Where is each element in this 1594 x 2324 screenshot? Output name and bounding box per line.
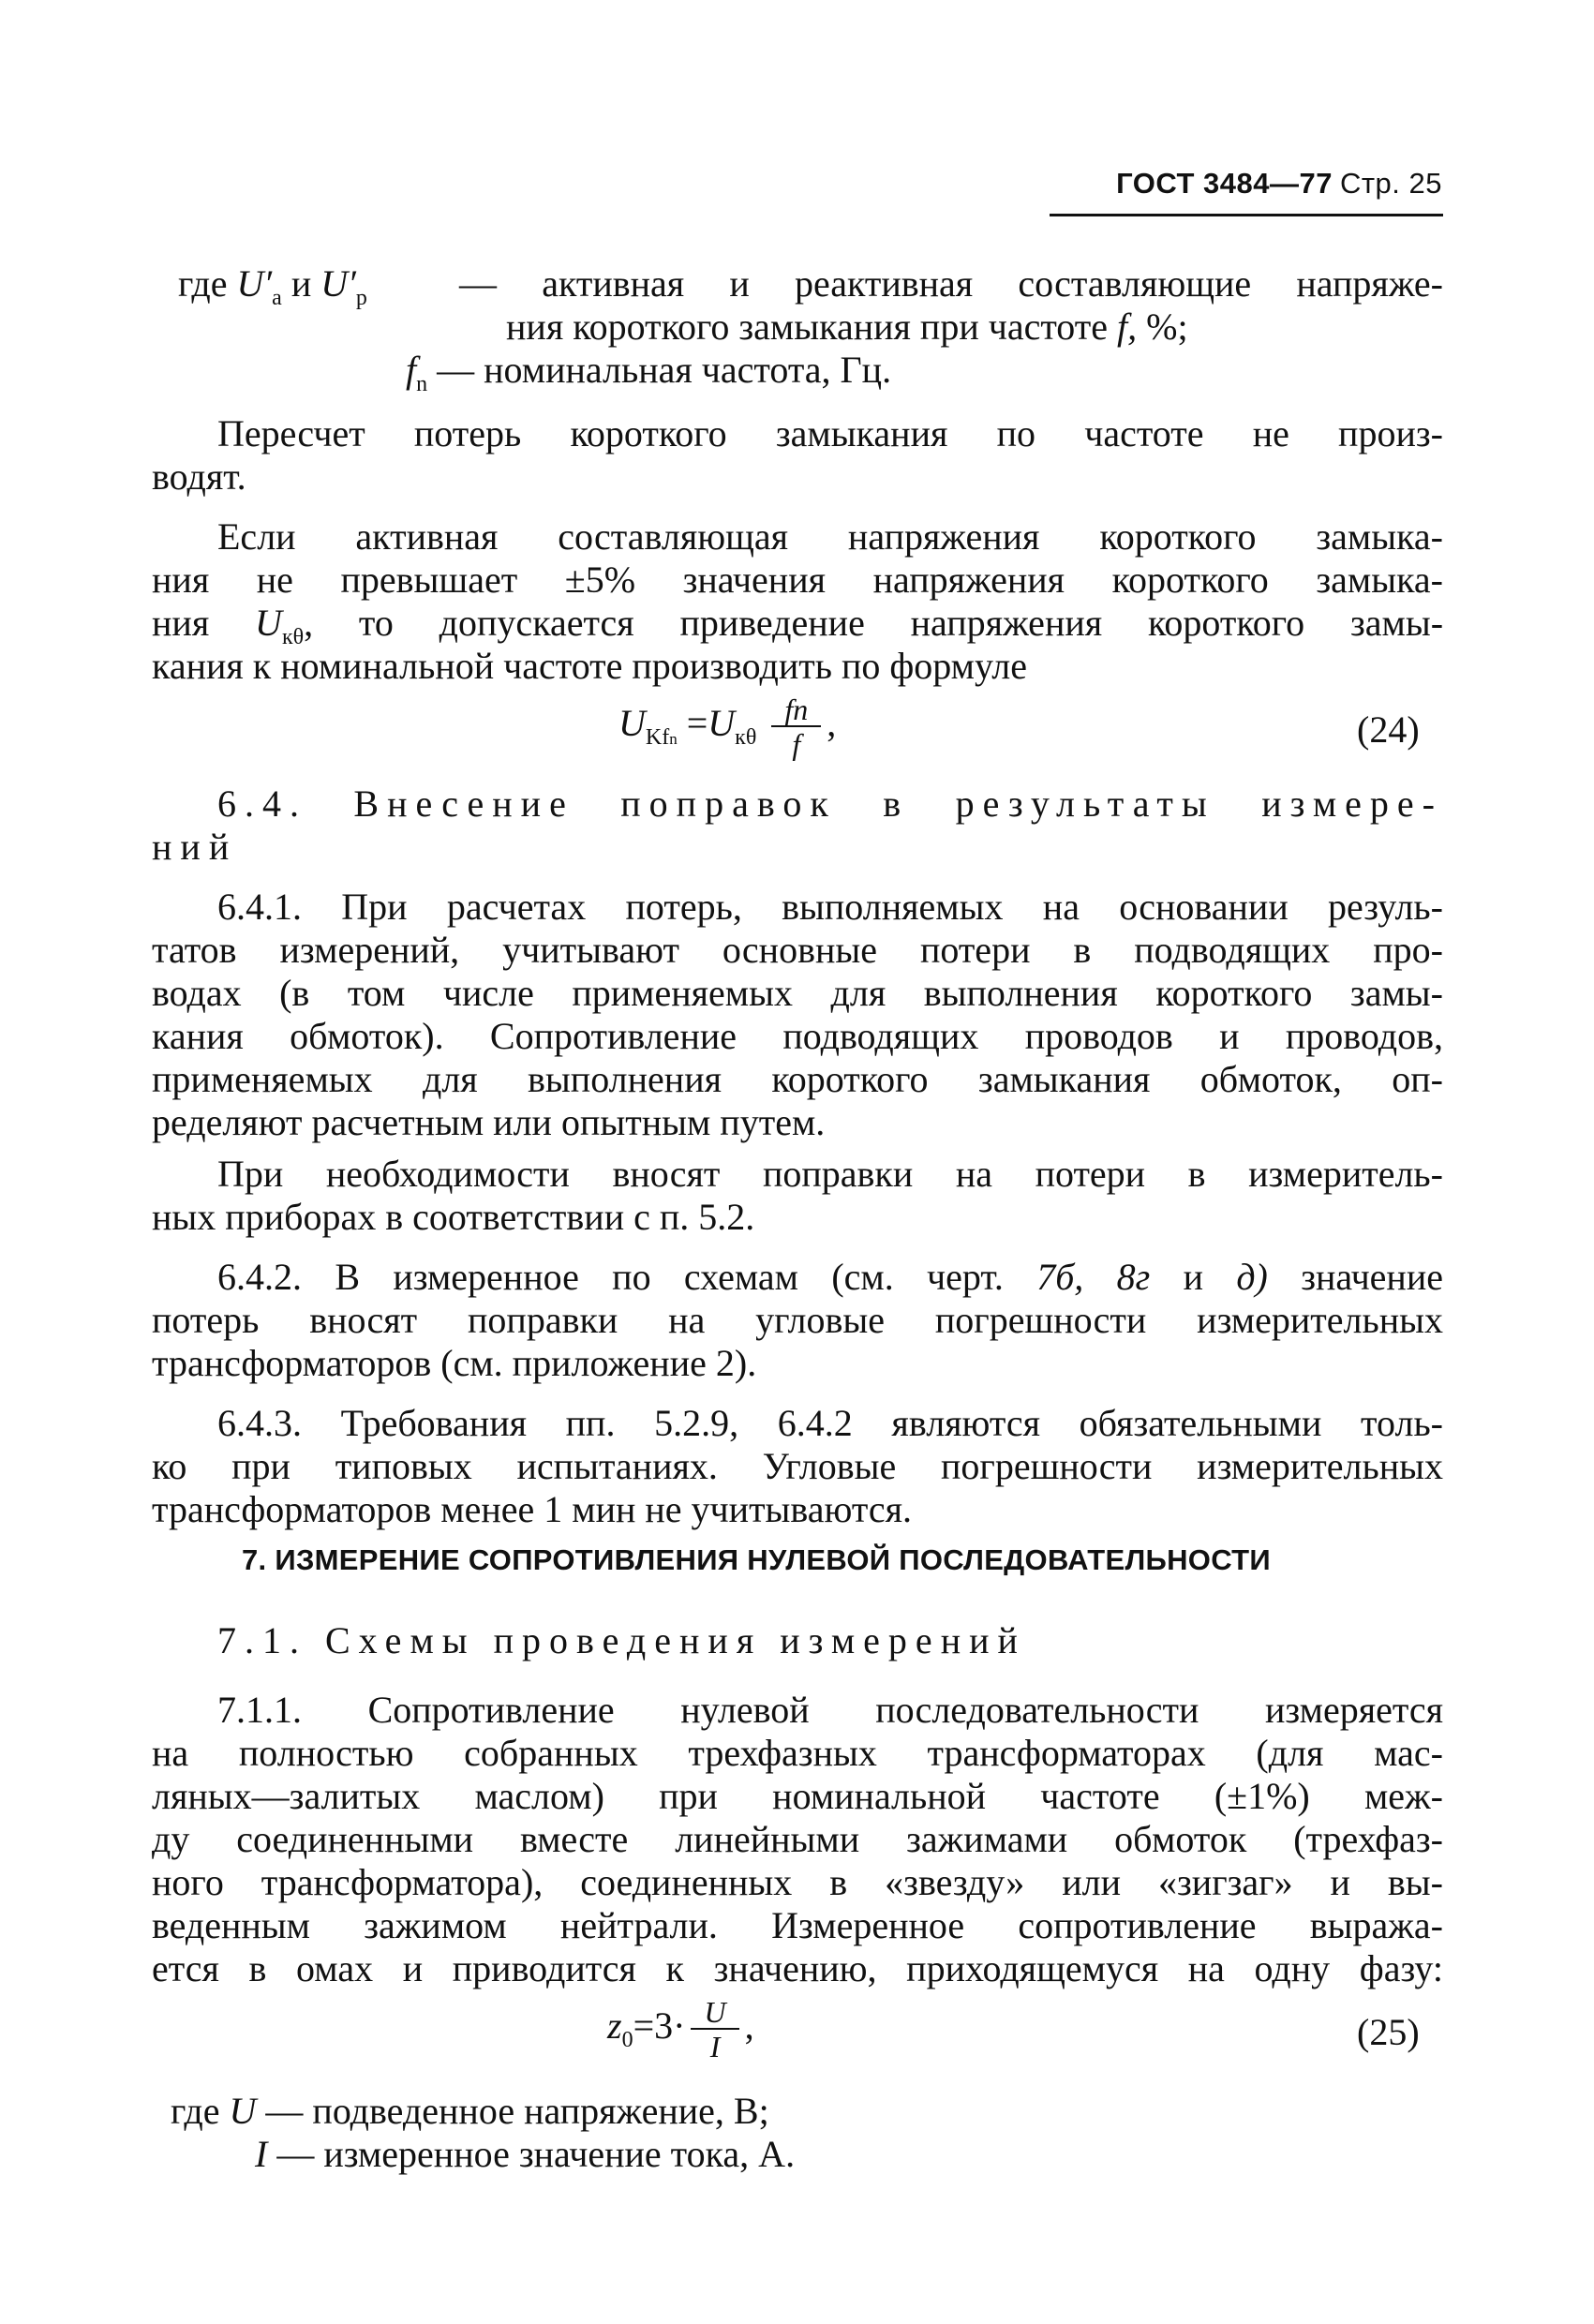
formula-24: $U_{Kfn} =U_{к\theta}$ $\frac{fn}{f}$ , xyxy=(618,693,837,761)
s64-title-line2: ний xyxy=(152,826,238,868)
s641-line2: татов измерений, учитывают основные потери в подводящих про- xyxy=(152,929,1443,971)
s642-line3: трансформаторов (см. приложение 2). xyxy=(152,1342,757,1384)
defs1-def-a: — активная и реактивная составляющие напряже- xyxy=(459,262,1443,305)
s711-line1: 7.1.1. Сопротивление нулевой последовательности измеряется xyxy=(217,1689,1443,1731)
s643-line3: трансформаторов менее 1 мин не учитываются. xyxy=(152,1488,913,1530)
s641-line6: ределяют расчетным или опытным путем. xyxy=(152,1101,826,1143)
s641-line8: ных приборах в соответствии с п. 5.2. xyxy=(152,1196,755,1238)
defs1-line1: где $U'_а$ и $U'_р$ xyxy=(178,262,367,310)
s641-line5: применяемых для выполнения короткого замыкания обмоток, оп- xyxy=(152,1058,1443,1100)
section-7-title: 7. ИЗМЕРЕНИЕ СОПРОТИВЛЕНИЯ НУЛЕВОЙ ПОСЛЕДОВАТЕЛЬНОСТИ xyxy=(242,1543,1271,1576)
s642-line1: 6.4.2. В измеренное по схемам (см. черт. 7б, 8г и д) значение xyxy=(217,1256,1443,1298)
s641-line1: 6.4.1. При расчетах потерь, выполняемых на основании резуль- xyxy=(217,886,1443,928)
s711-line2: на полностью собранных трехфазных трансформаторах (для мас- xyxy=(152,1732,1443,1774)
s643-line1: 6.4.3. Требования пп. 5.2.9, 6.4.2 являются обязательными толь- xyxy=(217,1402,1443,1444)
s711-line4: ду соединенными вместе линейными зажимами обмоток (трехфаз- xyxy=(152,1818,1443,1860)
header-rule xyxy=(1050,214,1443,216)
defs2-line2: I — измеренное значение тока, А. xyxy=(255,2133,796,2175)
para1-line2: водят. xyxy=(152,455,246,498)
s641-line3: водах (в том числе применяемых для выполнения короткого замы- xyxy=(152,972,1443,1014)
s711-line6: веденным зажимом нейтрали. Измеренное сопротивление выража- xyxy=(152,1904,1443,1946)
s642-line2: потерь вносят поправки на угловые погрешности измерительных xyxy=(152,1299,1443,1341)
s711-line7: ется в омах и приводится к значению, приходящемуся на одну фазу: xyxy=(152,1947,1443,1989)
formula-25: $z_0=3\cdot$ $\frac{U}{I}$ , xyxy=(607,1995,754,2063)
s641-line4: кания обмоток). Сопротивление подводящих проводов и проводов, xyxy=(152,1015,1443,1057)
para2-line3: ния $U_{к\theta}$, то допускается приведение напряжения короткого замы- xyxy=(152,602,1444,649)
para2-line1: Если активная составляющая напряжения короткого замыка- xyxy=(217,515,1443,558)
formula-24-number: (24) xyxy=(1357,708,1420,751)
formula-24-fraction: $\frac{fn}{f}$ xyxy=(771,693,821,761)
para1-line1: Пересчет потерь короткого замыкания по частоте не произ- xyxy=(217,412,1443,454)
s643-line2: ко при типовых испытаниях. Угловые погрешности измерительных xyxy=(152,1445,1443,1487)
defs1-line2: ния короткого замыкания при частоте f, %; xyxy=(506,305,1188,348)
defs1-line3: $f_n$ — номинальная частота, Гц. xyxy=(406,349,892,396)
defs2-line1: где U — подведенное напряжение, В; xyxy=(171,2090,769,2132)
para2-line2: ния не превышает ±5% значения напряжения короткого замыка- xyxy=(152,559,1443,601)
doc-number: ГОСТ 3484—77 xyxy=(1116,167,1333,200)
s71-title: 7.1. Схемы проведения измерений xyxy=(217,1619,1026,1661)
formula-25-number: (25) xyxy=(1357,2011,1420,2053)
s711-line5: ного трансформатора), соединенных в «звезду» или «зигзаг» и вы- xyxy=(152,1861,1443,1903)
para2-line4: кания к номинальной частоте производить по формуле xyxy=(152,645,1027,687)
page-header xyxy=(1116,167,1442,201)
formula-25-fraction: $\frac{U}{I}$ xyxy=(691,1996,738,2063)
s641-line7: При необходимости вносят поправки на потери в измеритель- xyxy=(217,1153,1443,1195)
s64-title-line1: 6.4. Внесение поправок в результаты измере- xyxy=(217,782,1443,825)
s711-line3: ляных—залитых маслом) при номинальной частоте (±1%) меж- xyxy=(152,1775,1443,1817)
page-number: Стр. 25 xyxy=(1339,167,1442,200)
